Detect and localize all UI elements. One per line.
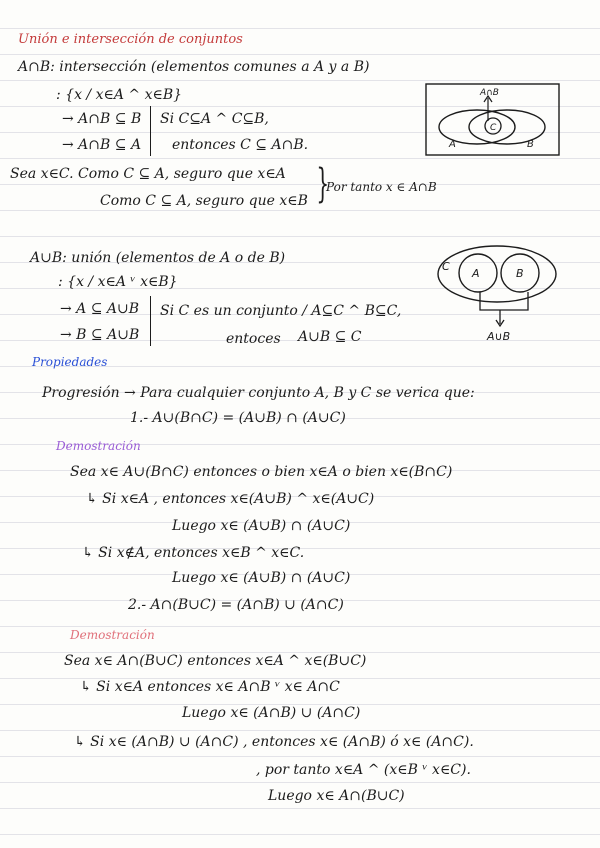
properties-statement: Progresión → Para cualquier conjunto A, B y C se verica que:: [42, 385, 475, 401]
properties-heading: Propiedades: [32, 355, 108, 369]
union-venn-diagram: [432, 240, 572, 344]
venn-label-a: A: [472, 267, 480, 280]
demo-2-line-2: ↳ Si x∈A entonces x∈ A∩B ᵛ x∈ A∩C: [80, 679, 340, 695]
union-condition-2-b: A∪B ⊆ C: [298, 329, 362, 345]
intersection-brace: }: [316, 161, 330, 207]
union-implication-1: → A ⊆ A∪B: [60, 301, 140, 317]
demo-2-line-3: Luego x∈ (A∩B) ∪ (A∩C): [182, 705, 361, 721]
property-1: 1.- A∪(B∩C) = (A∪B) ∩ (A∪C): [130, 410, 346, 426]
union-condition-2-a: entoces: [226, 331, 281, 347]
intersection-venn-diagram: [425, 83, 561, 157]
demo-1-line-3: Luego x∈ (A∪B) ∩ (A∪C): [172, 518, 351, 534]
demo-2-line-6: Luego x∈ A∩(B∪C): [268, 788, 405, 804]
intersection-divider: [150, 106, 151, 156]
union-implication-2: → B ⊆ A∪B: [60, 327, 140, 343]
intersection-implication-2: → A∩B ⊆ A: [62, 137, 142, 153]
intersection-proof-line-1: Sea x∈C. Como C ⊆ A, seguro que x∈A: [10, 166, 286, 182]
intersection-definition: A∩B: intersección (elementos comunes a A y a B): [18, 59, 370, 75]
union-definition: A∪B: unión (elementos de A o de B): [30, 250, 286, 266]
venn-label-c: C: [442, 260, 450, 273]
demo-1-heading: Demostración: [56, 439, 141, 453]
demo-2-line-5: , por tanto x∈A ^ (x∈B ᵛ x∈C).: [256, 762, 471, 778]
intersection-brace-conclusion: Por tanto x ∈ A∩B: [326, 180, 437, 194]
intersection-condition-2: entonces C ⊆ A∩B.: [172, 137, 309, 153]
demo-1-line-5: Luego x∈ (A∪B) ∩ (A∪C): [172, 570, 351, 586]
demo-2-line-4: ↳ Si x∈ (A∩B) ∪ (A∩C) , entonces x∈ (A∩B) ó x∈ (A∩C).: [74, 734, 474, 750]
page-title: Unión e intersección de conjuntos: [18, 32, 243, 47]
venn-label-b: B: [527, 139, 534, 150]
intersection-implication-1: → A∩B ⊆ B: [62, 111, 142, 127]
union-set-builder: : {x / x∈A ᵛ x∈B}: [58, 274, 178, 290]
venn-label-b: B: [516, 267, 524, 280]
union-divider: [150, 296, 151, 346]
demo-1-line-2: ↳ Si x∈A , entonces x∈(A∪B) ^ x∈(A∪C): [86, 491, 375, 507]
intersection-set-builder: : {x / x∈A ^ x∈B}: [56, 87, 183, 103]
venn-label-top: A∩B: [480, 88, 499, 98]
intersection-proof-line-2: Como C ⊆ A, seguro que x∈B: [100, 193, 308, 209]
demo-2-heading: Demostración: [70, 628, 155, 642]
demo-1-line-4: ↳ Si x∉A, entonces x∈B ^ x∈C.: [82, 545, 305, 561]
property-2: 2.- A∩(B∪C) = (A∩B) ∪ (A∩C): [128, 597, 344, 613]
venn-label-bottom: A∪B: [487, 330, 511, 343]
venn-label-c: C: [490, 123, 497, 133]
demo-2-line-1: Sea x∈ A∩(B∪C) entonces x∈A ^ x∈(B∪C): [64, 653, 367, 669]
intersection-condition-1: Si C⊆A ^ C⊆B,: [160, 111, 269, 127]
venn-label-a: A: [449, 139, 456, 150]
union-condition-1: Si C es un conjunto / A⊆C ^ B⊆C,: [160, 303, 402, 319]
demo-1-line-1: Sea x∈ A∪(B∩C) entonces o bien x∈A o bien x∈(B∩C): [70, 464, 453, 480]
